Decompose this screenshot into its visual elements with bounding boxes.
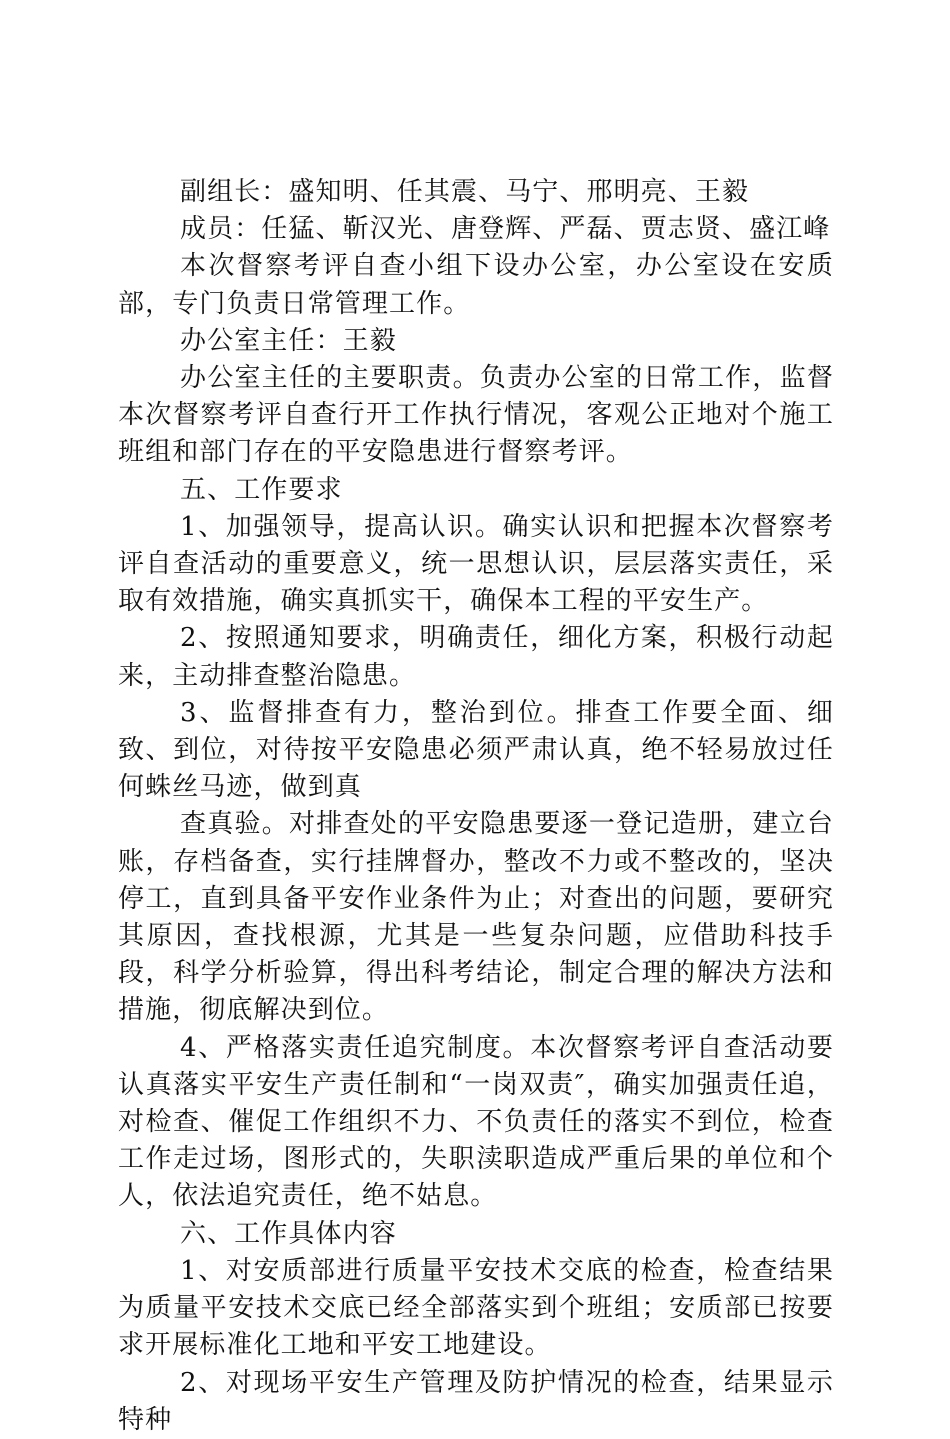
paragraph-requirement-2: 2、按照通知要求，明确责任，细化方案，积极行动起来，主动排查整治隐患。: [118, 623, 834, 691]
paragraph-content-2: 2、对现场平安生产管理及防护情况的检查，结果显示特种: [118, 1367, 834, 1435]
paragraph-office-setup: 本次督察考评自查小组下设办公室，办公室设在安质部，专门负责日常管理工作。: [118, 251, 834, 319]
paragraph-members: 成员：任猛、靳汉光、唐登辉、严磊、贾志贤、盛江峰: [180, 214, 831, 245]
paragraph-deputy-leaders: 副组长：盛知明、任其震、马宁、邢明亮、王毅: [180, 177, 750, 207]
paragraph-requirement-3: 3、监督排查有力，整治到位。排查工作要全面、细致、到位，对待按平安隐患必须严肃认真，绝不轻易放过任何蛛丝马迹，做到真: [118, 697, 834, 803]
paragraph-director-duties: 办公室主任的主要职责。负责办公室的日常工作，监督本次督察考评自查行开工作执行情况，客观公正地对个施工班组和部门存在的平安隐患进行督察考评。: [118, 363, 834, 468]
paragraph-requirement-4: 4、严格落实责任追究制度。本次督察考评自查活动要认真落实平安生产责任制和“一岗双责″，确实加强责任追，对检查、催促工作组织不力、不负责任的落实不到位，检查工作走过场，图形式的，失职渎职造成严重后果的单位和个人，依法追究责任，绝不姑息。: [118, 1032, 834, 1212]
paragraph-requirement-1: 1、加强领导，提高认识。确实认识和把握本次督察考评自查活动的重要意义，统一思想认识，层层落实责任，采取有效措施，确实真抓实干，确保本工程的平安生产。: [118, 511, 834, 617]
heading-work-requirements: 五、工作要求: [180, 474, 343, 505]
paragraph-requirement-3-continued: 查真验。对排查处的平安隐患要逐一登记造册，建立台账，存档备查，实行挂牌督办，整改不力或不整改的，坚决停工，直到具备平安作业条件为止；对查出的问题，要研究其原因，查找根源，尤其是一些复杂问题，应借助科技手段，科学分析验算，得出科考结论，制定合理的解决方法和措施，彻底解决到位。: [118, 809, 834, 1026]
document-body: [118, 174, 834, 1439]
heading-work-content: 六、工作具体内容: [180, 1218, 397, 1249]
paragraph-office-director: 办公室主任：王毅: [180, 325, 397, 356]
paragraph-content-1: 1、对安质部进行质量平安技术交底的检查，检查结果为质量平安技术交底已经全部落实到个班组；安质部已按要求开展标准化工地和平安工地建设。: [118, 1255, 834, 1361]
